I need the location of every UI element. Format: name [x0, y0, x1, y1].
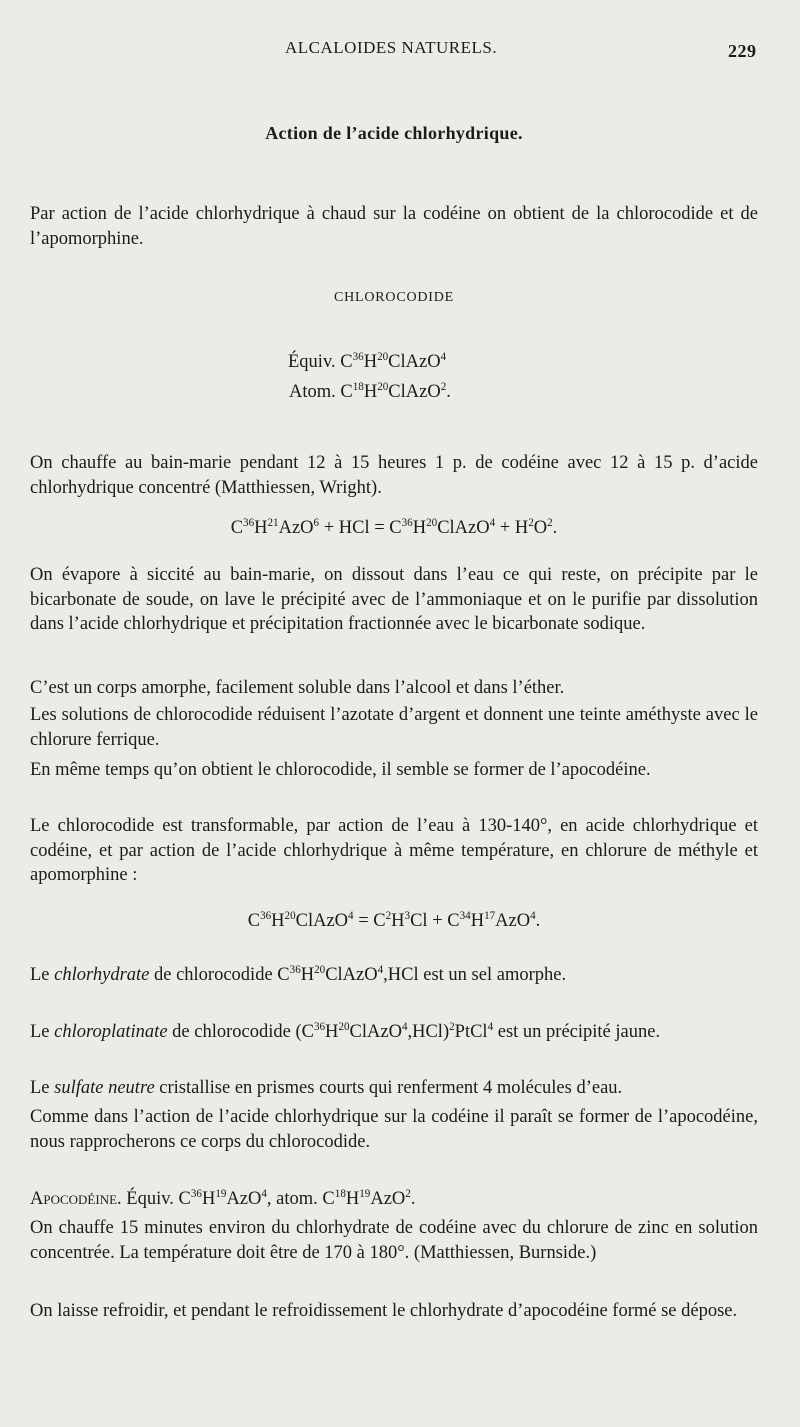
apocodeine-name: Apocodéine.: [30, 1189, 122, 1209]
sulfate-post: cristallise en prismes courts qui renferment 4 molécules d’eau.: [154, 1078, 623, 1098]
apocodeine-formation-paragraph: En même temps qu’on obtient le chlorocodide, il semble se former de l’apocodéine.: [30, 760, 651, 780]
transformation-paragraph: Le chlorocodide est transformable, par action de l’eau à 130-140°, en acide chlorhydrique et codéine, et par action de l’acide chlorhydrique à même température, en chlorure de méthyle et apomorphine :: [30, 816, 758, 885]
chloroplatinate-post: est un précipité jaune.: [493, 1022, 661, 1042]
chlorocodide-preparation: On chauffe au bain-marie pendant 12 à 15 heures 1 p. de codéine avec 12 à 15 p. d’acide chlorhydrique concentré (Matthiessen, Wright).: [30, 453, 758, 498]
apocodeine-equiv-label: Équiv.: [126, 1189, 174, 1209]
chloroplatinate-pre: Le: [30, 1022, 55, 1042]
running-title: ALCALOIDES NATURELS.: [285, 38, 498, 57]
chlorocodide-atom-formula: Atom. $C^{18}H^{20}ClAzO^2$.: [289, 380, 451, 402]
intro-paragraph: Par action de l’acide chlorhydrique à chaud sur la codéine on obtient de la chlorocodide et de l’apomorphine.: [30, 204, 758, 249]
chlorhydrate-pre: Le: [30, 965, 55, 985]
comparison-paragraph: Comme dans l’action de l’acide chlorhydrique sur la codéine il paraît se former de l’apocodéine, nous rapprocherons ce corps du chlorocodide.: [30, 1107, 758, 1152]
sulfate-paragraph: [30, 1076, 758, 1101]
chlorhydrate-term: chlorhydrate: [54, 965, 150, 985]
evaporation-paragraph: On évapore à siccité au bain-marie, on dissout dans l’eau ce qui reste, on précipite par le bicarbonate de soude, on lave le précipité avec de l’ammoniaque et on le purifie par dissolution dans l’acide chlorhydrique et précipitation fractionnée avec le bicarbonate sodique.: [30, 565, 758, 634]
chlorocodide-heading: CHLOROCODIDE: [333, 290, 455, 305]
chloroplatinate-paragraph: Le chloroplatinate de chlorocodide $(C^{36}H^{20}ClAzO^4,HCl)^2PtCl^4$ est un précipité jaune.: [30, 1020, 661, 1042]
apocodeine-heading-line: Apocodéine. Équiv. $C^{36}H^{19}AzO^4$, atom. $C^{18}H^{19}AzO^2$.: [30, 1187, 416, 1209]
solutions-paragraph: Les solutions de chlorocodide réduisent l’azotate d’argent et donnent une teinte améthyste avec le chlorure ferrique.: [30, 705, 758, 750]
sulfate-term: sulfate neutre: [54, 1078, 155, 1098]
atom-label: Atom.: [289, 382, 336, 402]
amorphous-paragraph: C’est un corps amorphe, facilement soluble dans l’alcool et dans l’éther.: [30, 678, 565, 698]
section-title: Action de l’acide chlorhydrique.: [265, 123, 523, 143]
chloroplatinate-mid: de chlorocodide: [167, 1022, 296, 1042]
chlorhydrate-paragraph: Le chlorhydrate de chlorocodide $C^{36}H^{20}ClAzO^4,HCl$ est un sel amorphe.: [30, 963, 567, 985]
apocodeine-atom-label: atom.: [276, 1189, 318, 1209]
chlorhydrate-mid: de chlorocodide: [149, 965, 278, 985]
cooling-paragraph: On laisse refroidir, et pendant le refroidissement le chlorhydrate d’apocodéine formé se dépose.: [30, 1301, 738, 1321]
running-header: [0, 38, 800, 62]
equiv-label: Équiv.: [288, 352, 336, 372]
chlorocodide-equiv-formula: Équiv. $C^{36}H^{20}ClAzO^4$: [288, 350, 447, 372]
reaction-equation-1: $C^{36}H^{21}AzO^6$ + HCl = $C^{36}H^{20}ClAzO^4 + H^2O^2$.: [230, 516, 558, 538]
chlorhydrate-post: ,HCl est un sel amorphe.: [383, 965, 567, 985]
sulfate-pre: Le: [30, 1078, 55, 1098]
reaction-equation-2: $C^{36}H^{20}ClAzO^4 = C^2H^3Cl + C^{34}H^{17}AzO^4$.: [247, 909, 541, 931]
apocodeine-preparation: On chauffe 15 minutes environ du chlorhydrate de codéine avec du chlorure de zinc en solution concentrée. La température doit être de 170 à 180°. (Matthiessen, Burnside.): [30, 1218, 758, 1263]
page-number: 229: [728, 41, 757, 61]
chloroplatinate-term: chloroplatinate: [54, 1022, 168, 1042]
